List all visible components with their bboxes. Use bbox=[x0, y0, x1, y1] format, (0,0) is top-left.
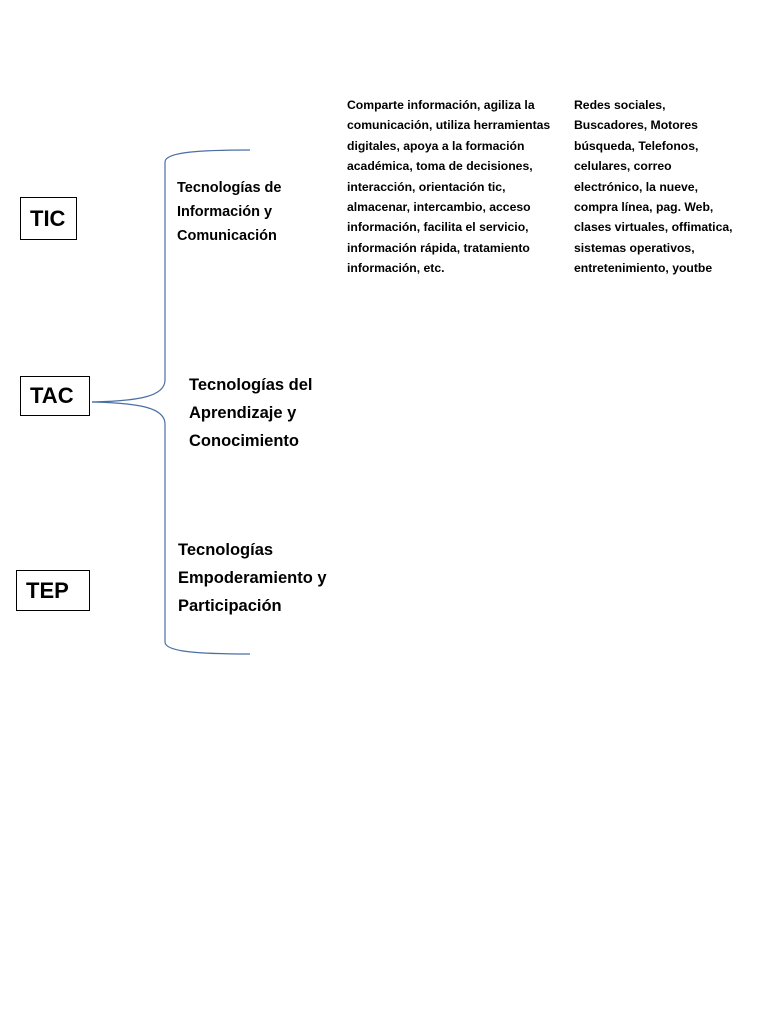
tac-abbr: TAC bbox=[30, 383, 74, 408]
tep-abbr: TEP bbox=[26, 577, 69, 603]
tep-box bbox=[16, 570, 90, 611]
tep-label: Tecnologías Empoderamiento y Participación bbox=[178, 541, 327, 615]
tic-abbr: TIC bbox=[30, 205, 66, 231]
tac-label: Tecnologías del Aprendizaje y Conocimiento bbox=[189, 376, 313, 450]
tac-box bbox=[20, 376, 90, 416]
tic-box bbox=[20, 197, 77, 240]
tic-tools-text: Redes sociales, Buscadores, Motores búsqueda, Telefonos, celulares, correo electrónico, la nueve, compra línea, pag. Web, clases virtuales, offimatica, sistemas operativos, entretenimiento, youtbe bbox=[574, 98, 733, 276]
tic-features-text: Comparte información, agiliza la comunicación, utiliza herramientas digitales, apoya a la formación académica, toma de decisiones, interacción, orientación tic, almacenar, intercambio, acceso información, facilita el servicio, información rápida, tratamiento información, etc. bbox=[347, 98, 551, 276]
tic-label: Tecnologías de Información y Comunicación bbox=[177, 180, 282, 244]
